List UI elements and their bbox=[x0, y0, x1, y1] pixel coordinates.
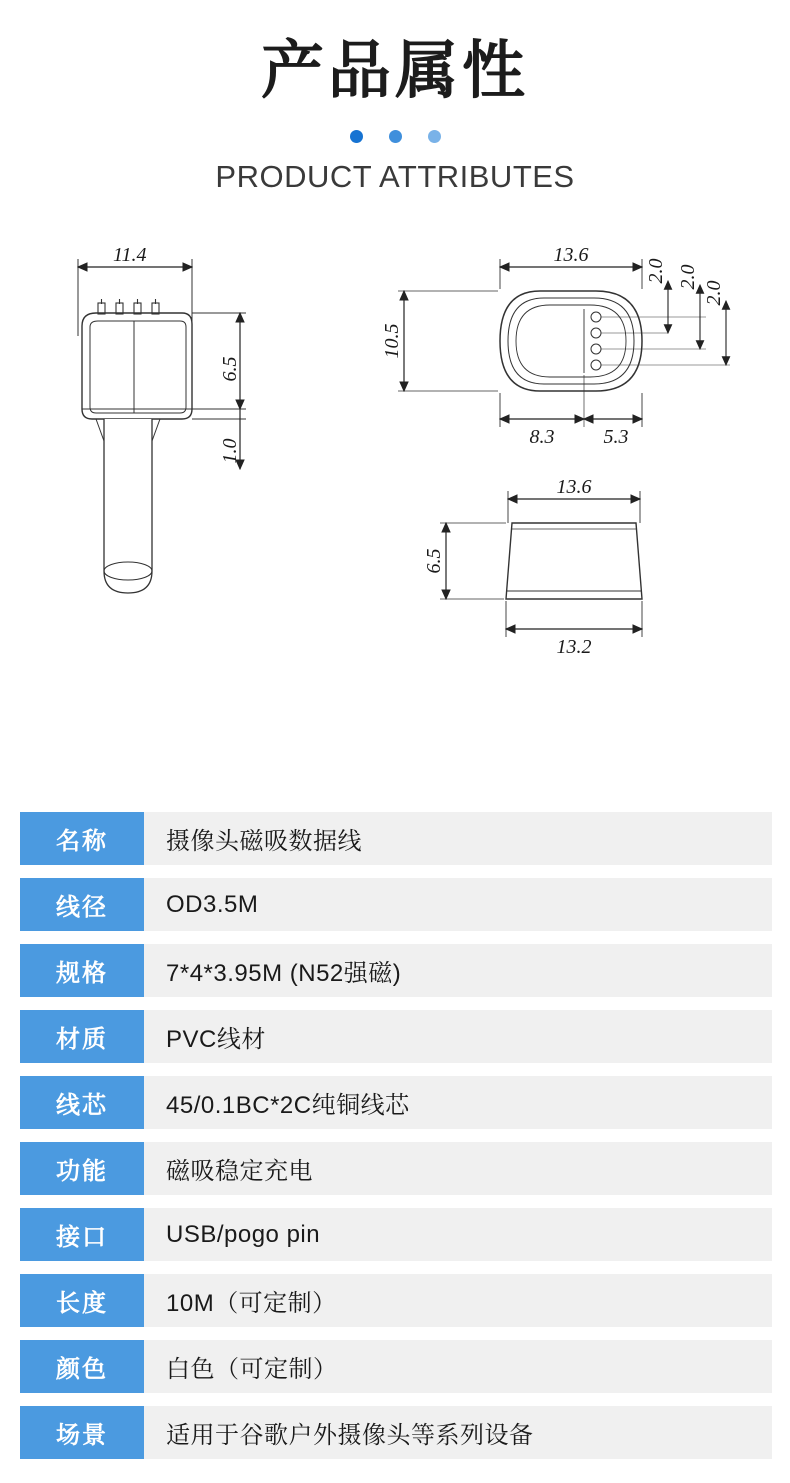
dim-pitch-3: 2.0 bbox=[703, 280, 725, 306]
table-row bbox=[20, 812, 772, 865]
spec-label: 功能 bbox=[20, 1142, 144, 1195]
table-row bbox=[20, 1274, 772, 1327]
dim-top-offset-right: 5.3 bbox=[603, 426, 629, 449]
spec-value: 磁吸稳定充电 bbox=[144, 1142, 772, 1195]
technical-drawing bbox=[0, 241, 790, 721]
spec-value: 适用于谷歌户外摄像头等系列设备 bbox=[144, 1406, 772, 1459]
page-title-en: PRODUCT ATTRIBUTES bbox=[215, 159, 575, 195]
spec-value: USB/pogo pin bbox=[144, 1208, 772, 1261]
page-title-cn: 产品属性 bbox=[261, 36, 529, 106]
table-row bbox=[20, 944, 772, 997]
spec-label: 线径 bbox=[20, 878, 144, 931]
spec-value: 10M（可定制） bbox=[144, 1274, 772, 1327]
spec-value: 白色（可定制） bbox=[144, 1340, 772, 1393]
table-row bbox=[20, 1076, 772, 1129]
dot-icon-1 bbox=[350, 130, 363, 143]
table-row bbox=[20, 1406, 772, 1459]
spec-label: 长度 bbox=[20, 1274, 144, 1327]
dim-front-height: 6.5 bbox=[423, 548, 445, 574]
dim-top-offset-left: 8.3 bbox=[529, 426, 555, 449]
spec-label: 线芯 bbox=[20, 1076, 144, 1129]
spec-value: 7*4*3.95M (N52强磁) bbox=[144, 944, 772, 997]
dim-side-height: 6.5 bbox=[219, 356, 241, 382]
table-row bbox=[20, 1142, 772, 1195]
spec-label: 颜色 bbox=[20, 1340, 144, 1393]
spec-value: 摄像头磁吸数据线 bbox=[144, 812, 772, 865]
spec-value: 45/0.1BC*2C纯铜线芯 bbox=[144, 1076, 772, 1129]
dim-side-base: 1.0 bbox=[219, 438, 241, 464]
side-view-drawing bbox=[78, 259, 246, 593]
dim-top-width: 13.6 bbox=[553, 244, 589, 267]
table-row bbox=[20, 1010, 772, 1063]
decorative-dots bbox=[0, 130, 790, 143]
spec-value: PVC线材 bbox=[144, 1010, 772, 1063]
table-row bbox=[20, 1340, 772, 1393]
spec-value: OD3.5M bbox=[144, 878, 772, 931]
table-row bbox=[20, 1208, 772, 1261]
dim-pitch-2: 2.0 bbox=[677, 264, 699, 290]
dim-front-top-width: 13.6 bbox=[556, 476, 592, 499]
dot-icon-3 bbox=[428, 130, 441, 143]
dim-front-bottom-width: 13.2 bbox=[556, 636, 592, 659]
dim-pitch-1: 2.0 bbox=[645, 258, 667, 284]
spec-label: 名称 bbox=[20, 812, 144, 865]
spec-label: 接口 bbox=[20, 1208, 144, 1261]
dim-top-height: 10.5 bbox=[381, 323, 403, 359]
spec-label: 场景 bbox=[20, 1406, 144, 1459]
front-view-drawing bbox=[440, 491, 642, 637]
spec-label: 规格 bbox=[20, 944, 144, 997]
page-header bbox=[0, 0, 790, 195]
spec-label: 材质 bbox=[20, 1010, 144, 1063]
dim-side-width: 11.4 bbox=[113, 244, 147, 267]
dot-icon-2 bbox=[389, 130, 402, 143]
spec-table bbox=[20, 812, 772, 1472]
table-row bbox=[20, 878, 772, 931]
